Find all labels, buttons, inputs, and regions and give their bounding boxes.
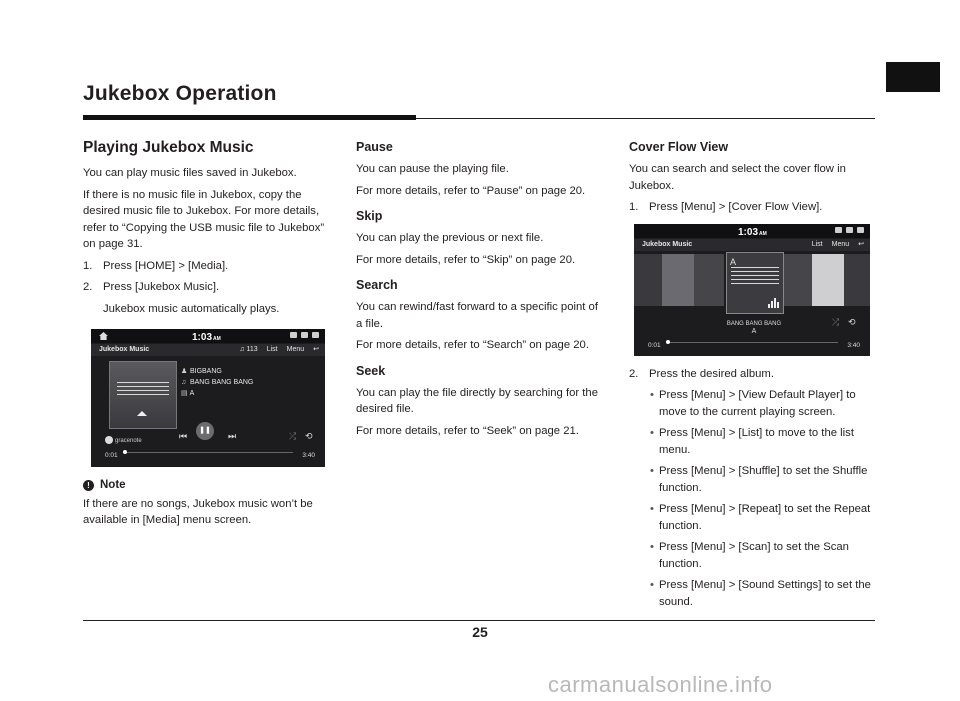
chapter-tab xyxy=(886,62,940,92)
paragraph: For more details, refer to “Pause” on page 20. xyxy=(356,184,586,197)
cover-flow-screenshot xyxy=(634,224,870,356)
album-tile[interactable] xyxy=(662,254,696,306)
step-number: 2. xyxy=(83,281,93,293)
song-caption: BANG BANG BANG xyxy=(726,320,782,327)
list-button[interactable]: List xyxy=(266,346,278,353)
paragraph: You can play the previous or next file. xyxy=(356,232,544,244)
menu-button[interactable]: Menu xyxy=(286,346,305,353)
selected-album-cover[interactable]: A xyxy=(726,252,784,314)
section-heading: Pause xyxy=(356,140,393,154)
list-item: • Press [Menu] > [Shuffle] to set the Shuffle function. xyxy=(659,463,879,496)
page-number: 25 xyxy=(472,624,488,640)
elapsed-time: 0:01 xyxy=(648,341,661,349)
section-skip xyxy=(356,207,606,268)
progress-bar[interactable] xyxy=(666,342,838,343)
note-header xyxy=(83,477,333,494)
repeat-icon[interactable]: ⟲ xyxy=(305,431,313,441)
elapsed-time: 0:01 xyxy=(105,452,118,459)
pause-button[interactable]: ❚❚ xyxy=(196,422,214,440)
list-item: • Press [Menu] > [View Default Player] to move to the current playing screen. xyxy=(659,387,879,420)
step-text: Press [HOME] > [Media]. xyxy=(103,259,229,272)
section-heading: Skip xyxy=(356,209,383,223)
title-bar xyxy=(634,239,870,251)
album-tile[interactable] xyxy=(844,254,870,306)
column-3 xyxy=(629,138,879,615)
album-caption: A xyxy=(751,327,757,335)
step-2-result: Jukebox music automatically plays. xyxy=(103,302,280,315)
next-icon[interactable]: ⏭ xyxy=(228,431,237,441)
paragraph: For more details, refer to “Search” on page 20. xyxy=(356,339,589,351)
section-seek xyxy=(356,362,606,440)
gracenote-badge: gracenote xyxy=(105,433,142,450)
album-row: ▤ A xyxy=(181,390,195,397)
step-2 xyxy=(629,366,879,383)
album-tile[interactable] xyxy=(812,254,846,306)
paragraph: For more details, refer to “Skip” on page 20. xyxy=(356,253,576,266)
battery-icon xyxy=(835,227,842,233)
track-count: ♫ 113 xyxy=(239,346,258,353)
paragraph: You can play the file directly by searching for the desired file. xyxy=(356,386,598,415)
album-cover xyxy=(109,361,177,429)
screen-title: Jukebox Music xyxy=(99,346,150,353)
section-heading-cover-flow: Cover Flow View xyxy=(629,140,729,154)
home-icon xyxy=(99,332,108,340)
shuffle-icon[interactable]: ⤮ xyxy=(832,316,840,327)
note-text: If there are no songs, Jukebox music won’t be available in [Media] menu screen. xyxy=(83,497,313,526)
back-icon[interactable]: ↩ xyxy=(313,346,319,353)
menu-button[interactable]: Menu xyxy=(831,240,850,248)
paragraph: For more details, refer to “Seek” on page 21. xyxy=(356,424,579,437)
title-bar xyxy=(91,344,325,356)
mute-icon xyxy=(857,227,864,233)
shuffle-icon[interactable]: ⤮ xyxy=(289,431,297,441)
previous-icon[interactable]: ⏮ xyxy=(179,431,188,441)
bluetooth-icon xyxy=(846,227,853,233)
note-icon: ! xyxy=(83,480,94,491)
clock: 1:03AM xyxy=(738,226,767,238)
column-1 xyxy=(83,138,333,534)
page-title: Jukebox Operation xyxy=(83,82,277,105)
section-heading-playing-jukebox: Playing Jukebox Music xyxy=(83,139,254,156)
list-item: • Press [Menu] > [Sound Settings] to set the sound. xyxy=(659,577,879,610)
album-icon: ▤ xyxy=(181,390,188,397)
album-tile[interactable] xyxy=(694,254,724,306)
section-heading: Seek xyxy=(356,363,386,378)
paragraph: You can search and select the cover flow in Jukebox. xyxy=(629,163,846,192)
note-label: Note xyxy=(100,479,126,491)
section-search xyxy=(356,276,606,354)
step-text: Press [Jukebox Music]. xyxy=(103,281,220,293)
repeat-icon[interactable]: ⟲ xyxy=(848,316,856,327)
album-tile[interactable] xyxy=(784,254,814,306)
bluetooth-icon xyxy=(301,332,308,338)
section-heading: Search xyxy=(356,278,398,292)
artist-row: ♟ BIGBANG xyxy=(181,368,222,375)
status-icons xyxy=(835,227,864,233)
step-1 xyxy=(83,258,333,275)
footer-rule xyxy=(83,620,875,621)
paragraph: You can play music files saved in Jukebox. xyxy=(83,167,297,179)
album-tile[interactable] xyxy=(634,254,664,306)
option-list xyxy=(629,387,879,610)
status-bar xyxy=(634,224,870,238)
title-rule-accent xyxy=(83,115,416,120)
step-1 xyxy=(629,199,879,216)
list-item: • Press [Menu] > [Repeat] to set the Repeat function. xyxy=(659,501,879,534)
person-icon: ♟ xyxy=(181,368,188,375)
mute-icon xyxy=(312,332,319,338)
music-note-icon: ♫ xyxy=(181,379,187,386)
step-number: 1. xyxy=(83,259,93,272)
paragraph: You can rewind/fast forward to a specific point of a file. xyxy=(356,301,598,330)
total-time: 3:40 xyxy=(302,452,315,459)
paragraph: You can pause the playing file. xyxy=(356,163,509,175)
list-item: • Press [Menu] > [Scan] to set the Scan function. xyxy=(659,539,879,572)
clock: 1:03AM xyxy=(192,332,221,343)
step-number: 2. xyxy=(629,367,639,380)
step-text: Press [Menu] > [Cover Flow View]. xyxy=(649,201,823,213)
paragraph: If there is no music file in Jukebox, copy the desired music file to Jukebox. For more details, refer to “Copying the USB music file to Jukebox” on page 31. xyxy=(83,188,325,250)
step-2 xyxy=(83,279,333,296)
list-item: • Press [Menu] > [List] to move to the list menu. xyxy=(659,425,879,458)
jukebox-player-screenshot xyxy=(91,329,325,467)
status-icons xyxy=(290,332,319,338)
watermark: carmanualsonline.info xyxy=(548,672,773,697)
step-text: Press the desired album. xyxy=(649,367,774,380)
section-pause xyxy=(356,138,606,199)
screen-title: Jukebox Music xyxy=(642,240,693,248)
status-bar xyxy=(91,329,325,343)
step-number: 1. xyxy=(629,201,639,213)
total-time: 3:40 xyxy=(847,341,860,349)
column-2 xyxy=(356,138,606,447)
list-button[interactable]: List xyxy=(811,240,823,248)
equalizer-icon xyxy=(768,298,779,308)
progress-bar[interactable] xyxy=(123,452,293,453)
back-icon[interactable]: ↩ xyxy=(858,240,864,248)
song-row: ♫ BANG BANG BANG xyxy=(181,379,254,386)
battery-icon xyxy=(290,332,297,338)
